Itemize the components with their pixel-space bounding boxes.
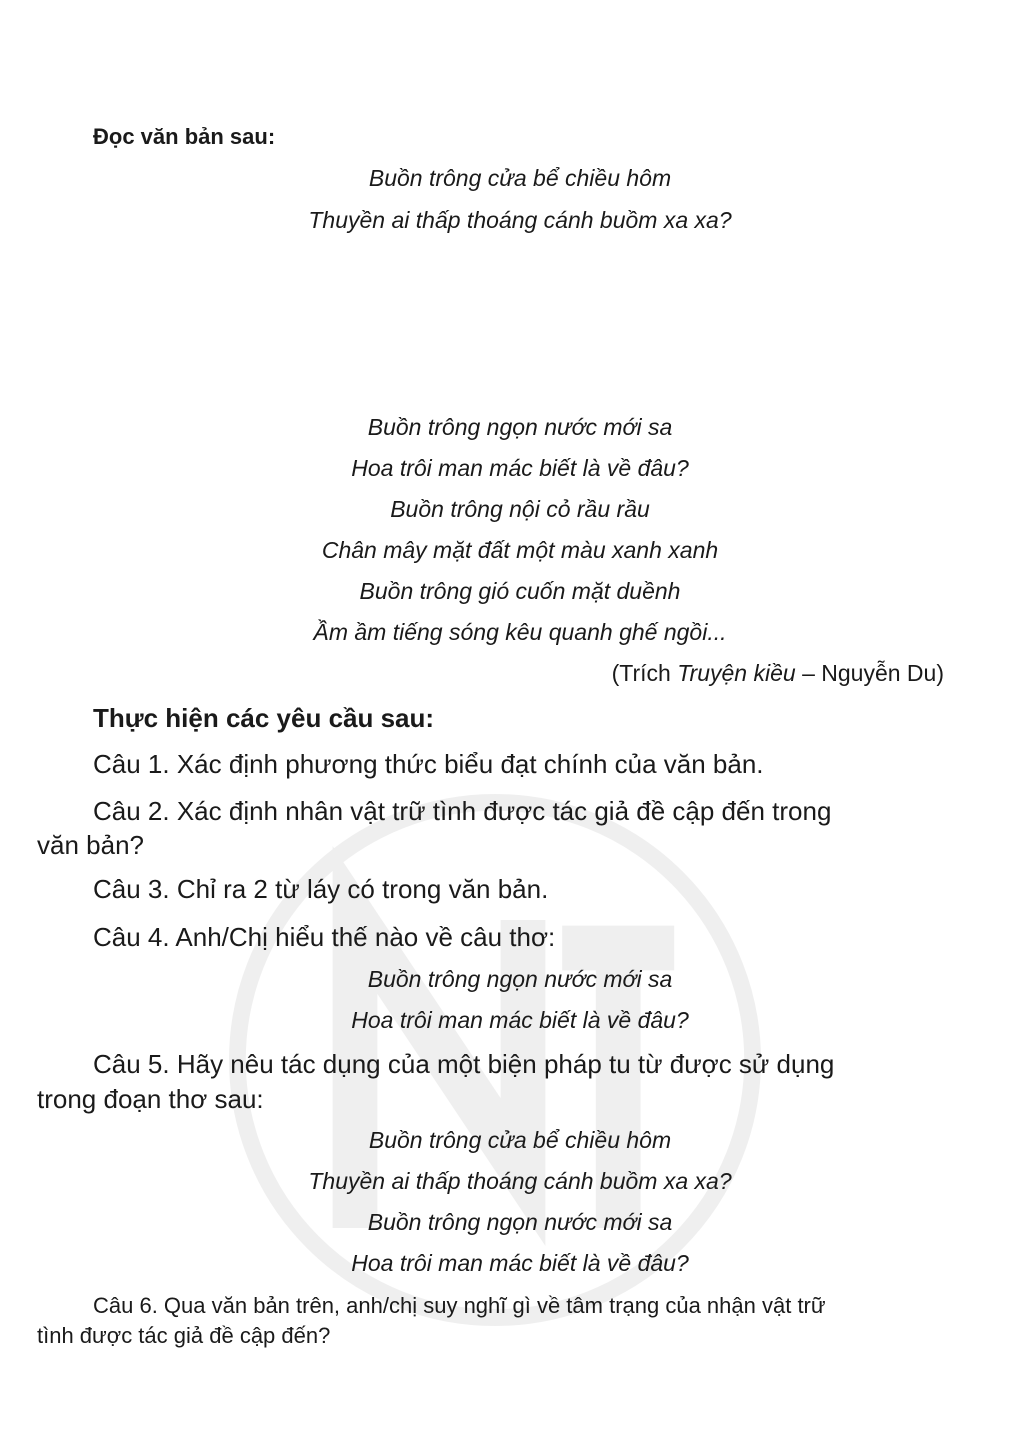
poem-line: Buồn trông ngọn nước mới sa — [367, 1209, 673, 1235]
citation-title: Truyện kiều — [677, 660, 796, 686]
poem-line: Buồn trông cửa bể chiều hôm — [368, 1127, 672, 1153]
question-6-continuation: tình được tác giả đề cập đến? — [37, 1323, 331, 1348]
citation-suffix: – Nguyễn Du) — [795, 660, 944, 686]
poem-line: Ầm ầm tiếng sóng kêu quanh ghế ngồi... — [313, 619, 727, 645]
poem-line: Hoa trôi man mác biết là về đâu? — [351, 1250, 689, 1276]
question-4: Câu 4. Anh/Chị hiểu thế nào về câu thơ: — [93, 922, 556, 952]
poem-line: Buồn trông gió cuốn mặt duềnh — [359, 578, 681, 604]
poem-line: Hoa trôi man mác biết là về đâu? — [351, 1007, 689, 1033]
poem-line: Buồn trông ngọn nước mới sa — [367, 966, 673, 992]
question-2-continuation: văn bản? — [37, 830, 144, 860]
poem-line: Buồn trông ngọn nước mới sa — [367, 414, 673, 440]
question-1: Câu 1. Xác định phương thức biểu đạt chính của văn bản. — [93, 749, 764, 779]
question-6: Câu 6. Qua văn bản trên, anh/chị suy nghĩ gì về tâm trạng của nhận vật trữ — [93, 1293, 826, 1318]
question-3: Câu 3. Chỉ ra 2 từ láy có trong văn bản. — [93, 874, 549, 904]
poem-line: Chân mây mặt đất một màu xanh xanh — [321, 537, 719, 563]
poem-line: Buồn trông cửa bể chiều hôm — [368, 165, 672, 191]
citation — [612, 660, 944, 687]
poem-line: Thuyền ai thấp thoáng cánh buồm xa xa? — [308, 207, 732, 233]
poem-line: Thuyền ai thấp thoáng cánh buồm xa xa? — [308, 1168, 732, 1194]
citation-prefix: (Trích — [611, 660, 678, 686]
poem-line: Buồn trông nội cỏ rầu rầu — [390, 496, 650, 522]
question-2: Câu 2. Xác định nhân vật trữ tình được tác giả đề cập đến trong — [93, 796, 832, 826]
tasks-heading: Thực hiện các yêu cầu sau: — [93, 703, 435, 733]
poem-line: Hoa trôi man mác biết là về đâu? — [351, 455, 689, 481]
question-5: Câu 5. Hãy nêu tác dụng của một biện pháp tu từ được sử dụng — [93, 1049, 835, 1079]
intro-heading: Đọc văn bản sau: — [93, 124, 276, 149]
question-5-continuation: trong đoạn thơ sau: — [37, 1084, 264, 1114]
